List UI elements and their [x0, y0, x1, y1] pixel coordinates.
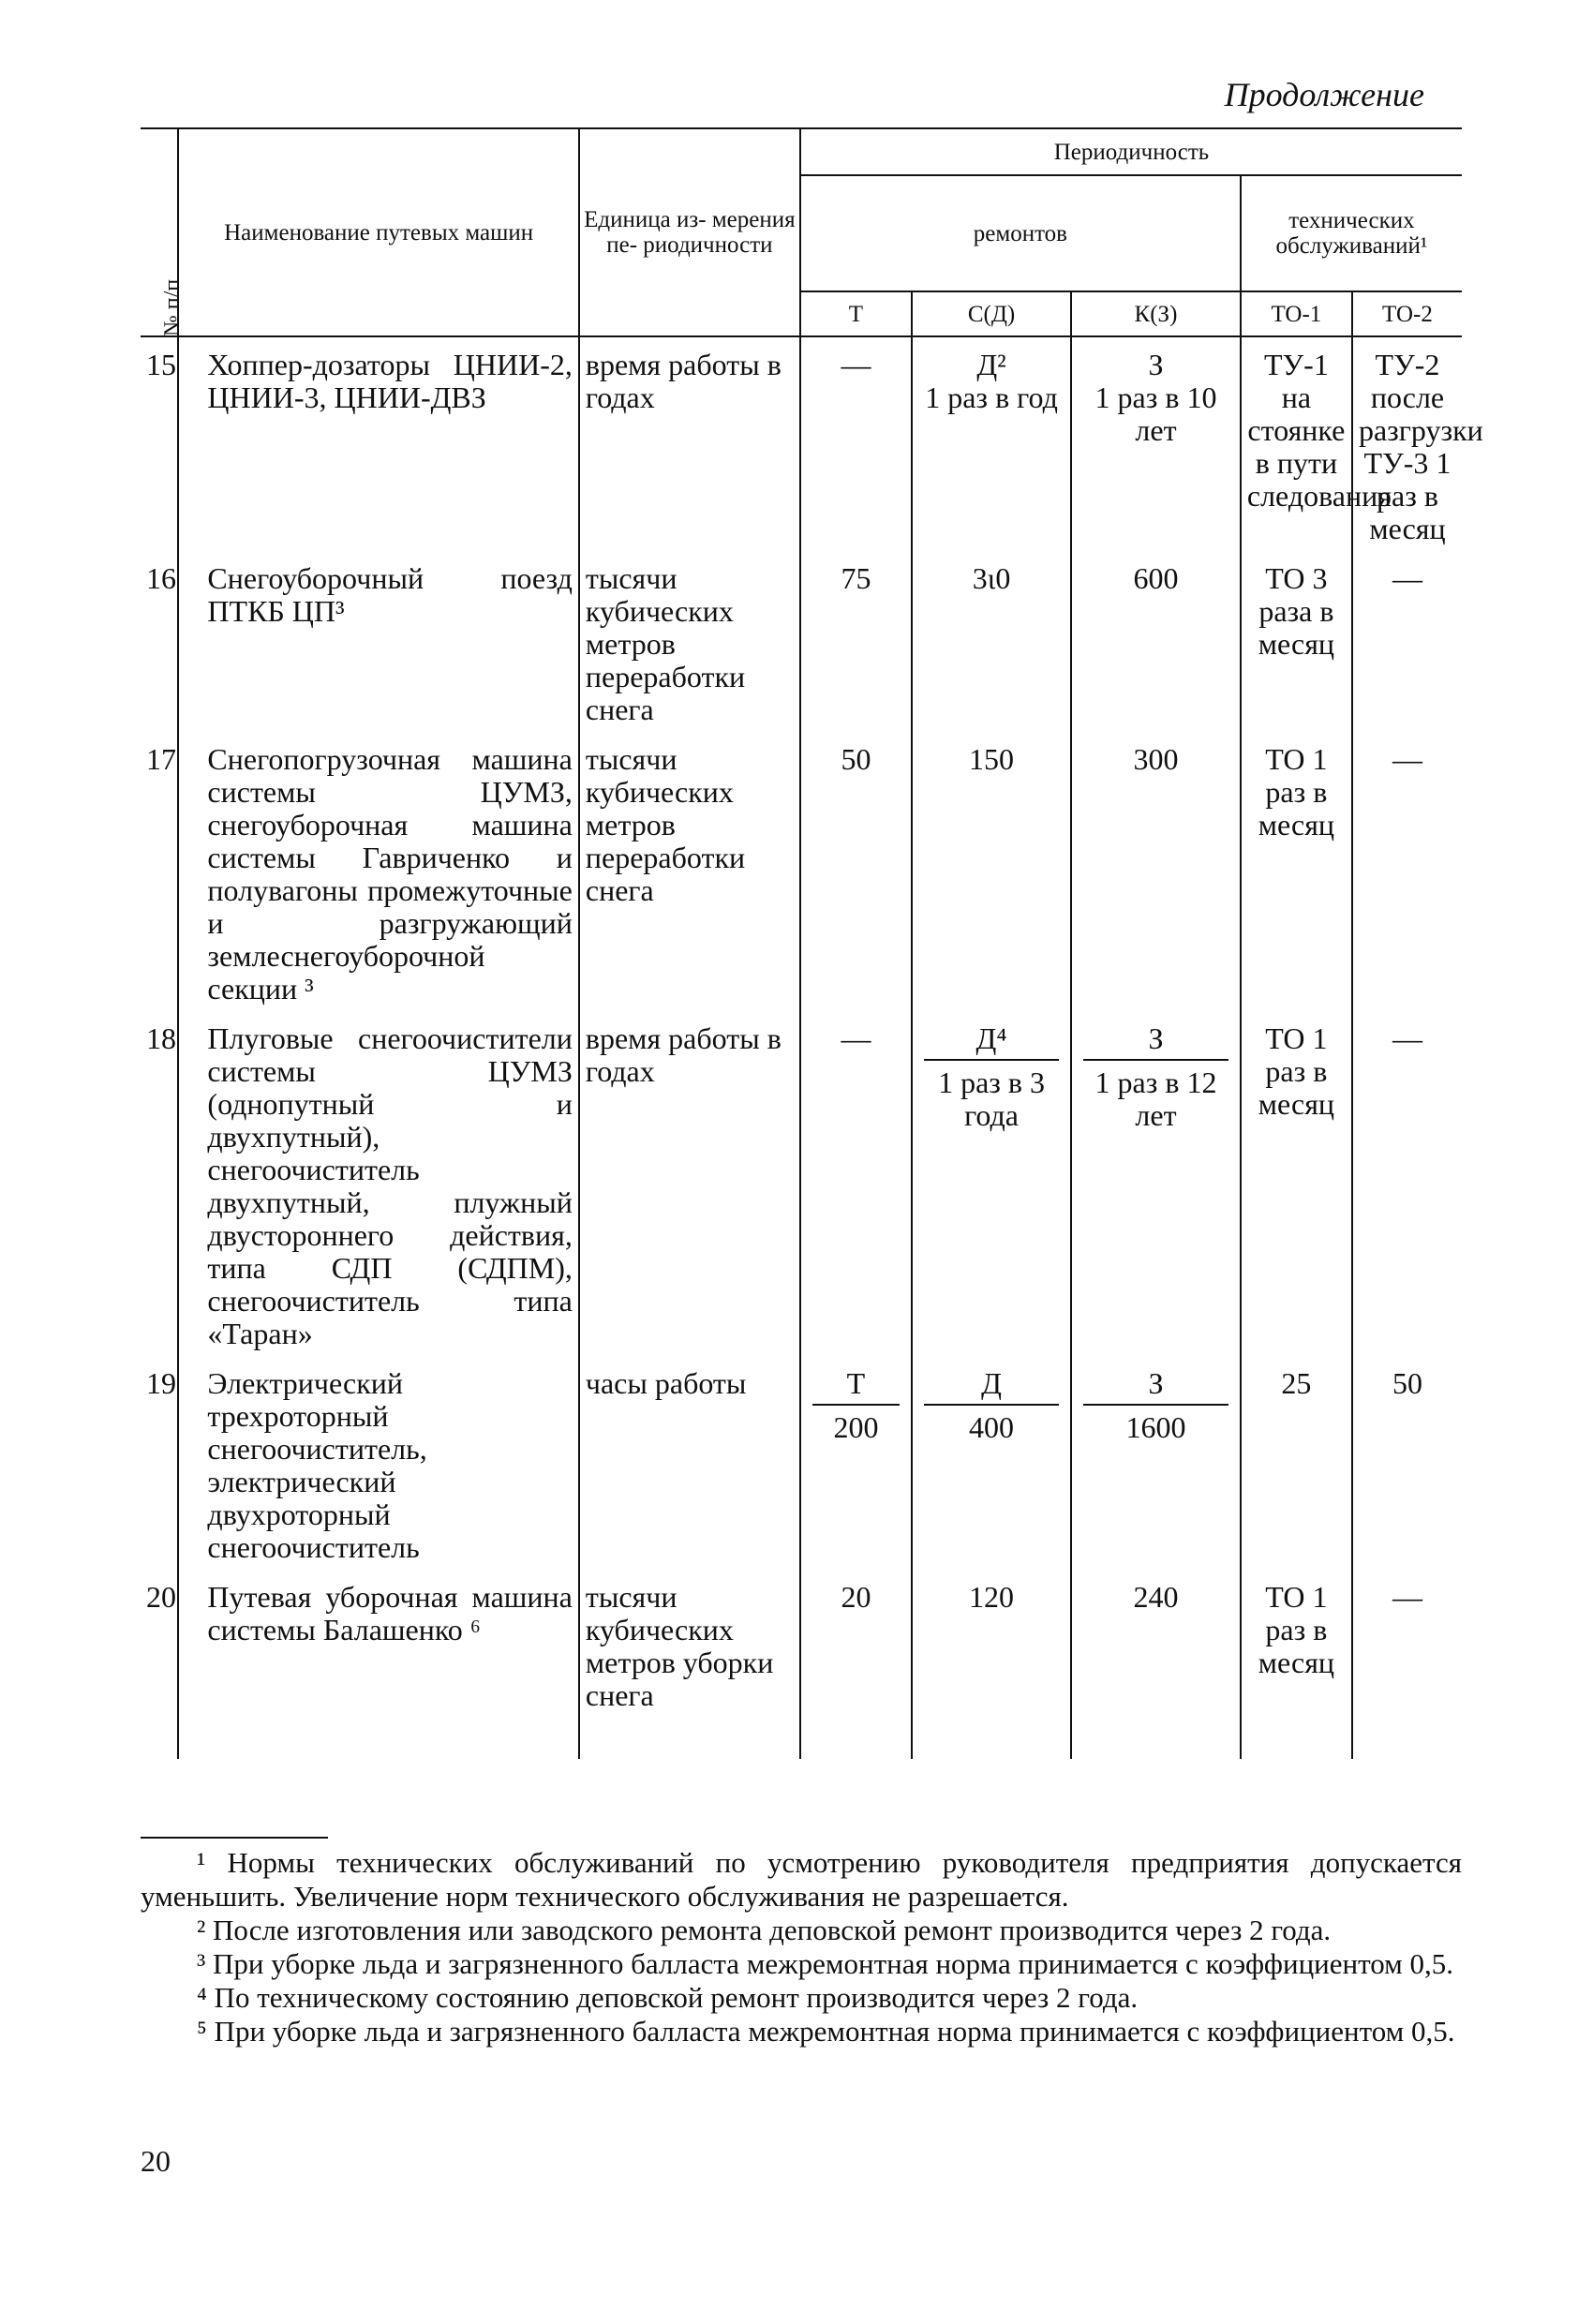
col-header-service: технических обслуживаний¹	[1241, 175, 1462, 291]
table-row: 16 Снегоуборочный поезд ПТКБ ЦП³ тысячи кубических метров переработки снега 75 3ι0 600 ТО 3 раза в месяц —	[141, 551, 1462, 732]
footnote: ⁴ По техническому состоянию деповской ремонт производится через 2 года.	[197, 1981, 1139, 2014]
footnotes	[141, 1837, 1462, 2048]
table-row: 15 Хоппер-дозаторы ЦНИИ-2, ЦНИИ-3, ЦНИИ-ДВЗ время работы в годах — Д² 1 раз в год З 1 раз в 10 лет ТУ-1 на стоянке в пути следования ТУ-2 после разгрузки ТУ-3 1 раз в месяц	[141, 336, 1462, 551]
page-number: 20	[141, 2144, 171, 2178]
col-header-t: Т	[800, 291, 912, 336]
col-header-periodicity: Периодичность	[800, 128, 1462, 175]
footnote-divider	[141, 1837, 328, 1839]
periodicity-table	[141, 127, 1483, 1759]
footnote: ⁵ При уборке льда и загрязненного балласта межремонтная норма принимается с коэффициентом 0,5.	[197, 2015, 1455, 2048]
col-header-kz: К(З)	[1071, 291, 1241, 336]
col-header-to1: ТО-1	[1241, 291, 1352, 336]
col-header-sd: С(Д)	[912, 291, 1071, 336]
col-header-unit: Единица из- мерения пе- риодичности	[579, 128, 800, 336]
footnote: ¹ Нормы технических обслуживаний по усмотрению руководителя предприятия допускается уменьшить. Увеличение норм технического обслуживания не разрешается.	[141, 1846, 1462, 1913]
table-row: 19 Электрический трехроторный снегоочиститель, электрический двухроторный снегоочиститель часы работы Т 200 Д 400 З 1600 25 50	[141, 1356, 1462, 1570]
footnote: ³ При уборке льда и загрязненного балласта межремонтная норма принимается с коэффициентом 0,5.	[197, 1947, 1454, 1980]
table-row: 20 Путевая уборочная машина системы Балашенко ⁶ тысячи кубических метров уборки снега 20 120 240 ТО 1 раз в месяц —	[141, 1570, 1462, 1759]
continuation-label: Продолжение	[1224, 76, 1424, 113]
table-row: 17 Снегопогрузочная машина системы ЦУМЗ, снегоуборочная машина системы Гавриченко и полувагоны промежуточные и разгружающий землеснегоуборочной секции ³ тысячи кубических метров переработки снега 50 150 300 ТО 1 раз в месяц —	[141, 732, 1462, 1011]
col-header-to2: ТО-2	[1352, 291, 1462, 336]
col-header-num: № п/п	[141, 128, 178, 336]
table-row: 18 Плуговые снегоочистители системы ЦУМЗ (однопутный и двухпутный), снегоочиститель двухпутный, плужный двустороннего действия, типа СДП (СДПМ), снегоочиститель типа «Таран» время работы в годах — Д⁴ 1 раз в 3 года З 1 раз в 12 лет ТО 1 раз в месяц —	[141, 1011, 1462, 1356]
col-header-repairs: ремонтов	[800, 175, 1241, 291]
footnote: ² После изготовления или заводского ремонта деповской ремонт производится через 2 года.	[197, 1914, 1332, 1946]
col-header-name: Наименование путевых машин	[178, 128, 578, 336]
